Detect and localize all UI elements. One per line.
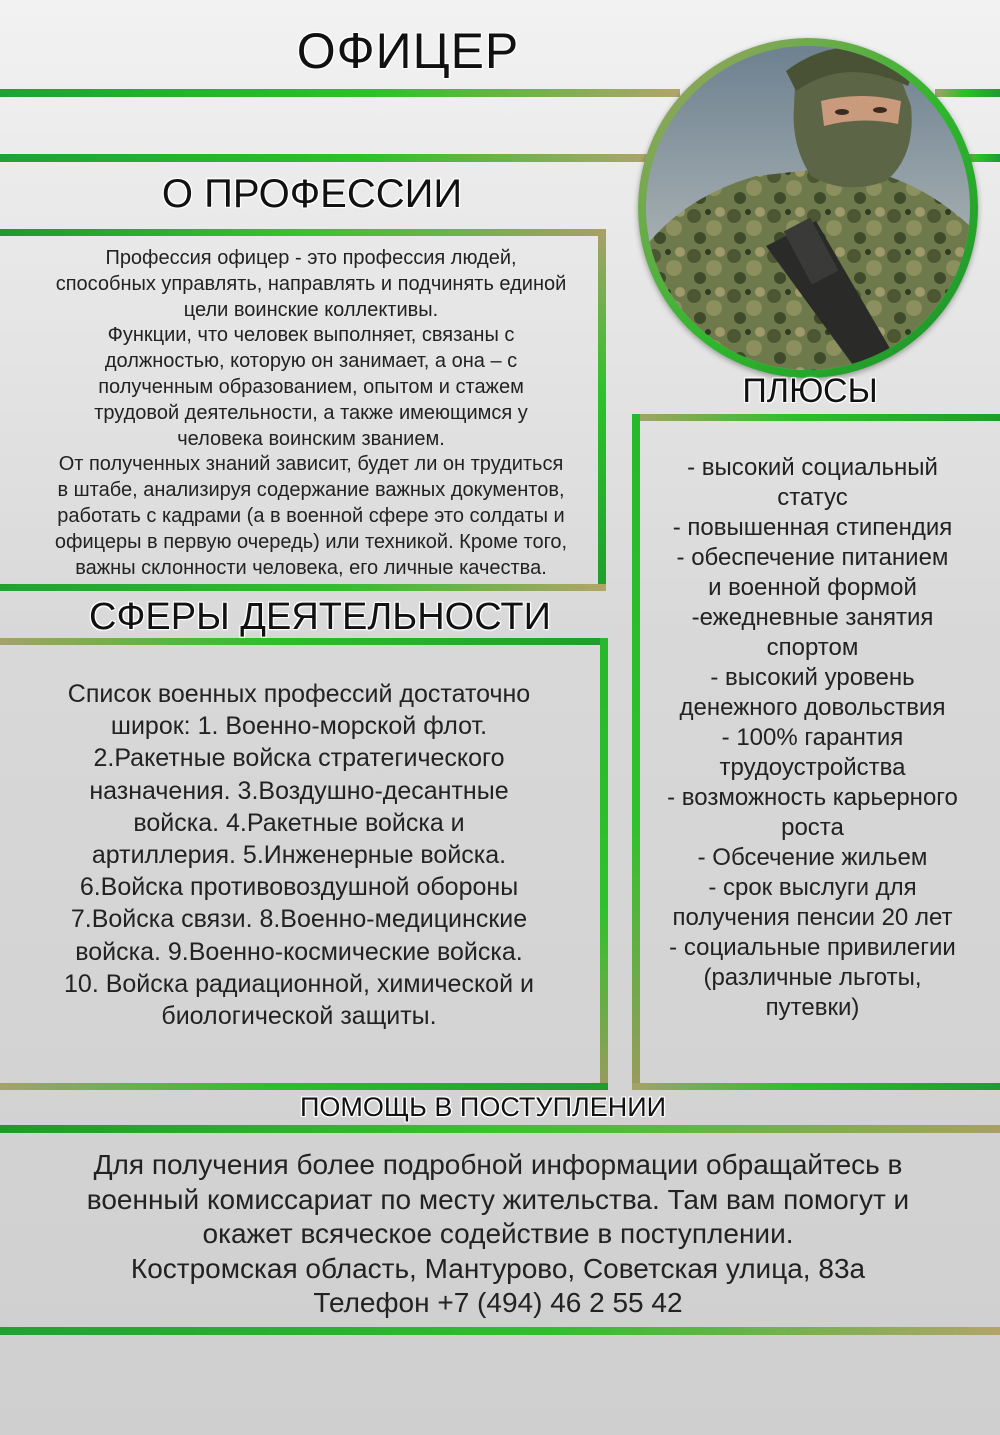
pluses-text	[640, 453, 985, 1023]
plus-line: - социальные привилегии	[669, 934, 956, 961]
plus-line: путевки)	[765, 994, 860, 1021]
plus-line: трудоустройства	[719, 754, 906, 781]
title-underline-right	[935, 89, 1000, 97]
about-line: цели воинские коллективы.	[183, 298, 439, 321]
spheres-line: Список военных профессий достаточно	[67, 680, 531, 708]
spheres-line: войска. 4.Ракетные войска и	[133, 808, 465, 837]
about-topline	[0, 154, 660, 162]
title-underline	[0, 89, 680, 97]
plus-line: и военной формой	[708, 574, 917, 601]
about-line: полученным образованием, опытом и стажем	[98, 375, 524, 398]
spheres-line: назначения. 3.Воздушно-десантные	[89, 776, 509, 805]
soldier-photo-icon	[646, 46, 970, 370]
admission-bottomline	[0, 1327, 1000, 1335]
spheres-line: артиллерия. 5.Инженерные войска.	[91, 841, 507, 870]
about-line: офицеры в первую очередь) или техникой. Кроме того,	[54, 530, 568, 553]
plus-line: статус	[777, 484, 848, 511]
about-text	[8, 246, 614, 581]
plus-line: -ежедневные занятия	[691, 604, 934, 631]
spheres-line: 10. Войска радиационной, химической и	[64, 969, 534, 998]
about-line: Профессия офицер - это профессия людей,	[105, 247, 517, 269]
plus-line: - повышенная стипендия	[672, 514, 953, 541]
about-heading: О ПРОФЕССИИ	[161, 172, 463, 216]
soldier-photo	[646, 46, 970, 370]
spheres-line: широк: 1. Военно-морской флот.	[110, 712, 488, 741]
admission-text	[0, 1148, 996, 1321]
spheres-line: войска. 9.Военно-космические войска.	[75, 937, 523, 966]
admission-line: окажет всяческое содействие в поступлении.	[202, 1218, 794, 1249]
plus-line: - обеспечение питанием	[676, 544, 949, 571]
soldier-photo-frame	[638, 38, 978, 378]
plus-line: - возможность карьерного	[667, 784, 958, 811]
spheres-line: 6.Войска противовоздушной обороны	[79, 873, 519, 902]
plus-line: получения пенсии 20 лет	[672, 904, 953, 931]
plus-line: роста	[781, 814, 844, 841]
spheres-heading: СФЕРЫ ДЕЯТЕЛЬНОСТИ	[89, 596, 551, 638]
pluses-box-bottom	[632, 1083, 1000, 1090]
spheres-box-right	[600, 638, 608, 1090]
page-title: ОФИЦЕР	[296, 23, 520, 79]
about-line: трудовой деятельности, а также имеющимся у	[94, 401, 528, 424]
about-line: способных управлять, направлять и подчинять единой	[55, 272, 567, 295]
about-line: От полученных знаний зависит, будет ли он трудиться	[58, 453, 564, 476]
plus-line: спортом	[766, 634, 859, 661]
admission-line: военный комиссариат по месту жительства. Там вам помогут и	[86, 1183, 910, 1215]
spheres-box-top	[0, 638, 608, 645]
about-line: работать с кадрами (а в военной сфере это солдаты и	[57, 504, 565, 527]
plus-line: - высокий социальный	[687, 454, 938, 481]
about-line: должностью, которую он занимает, а она – с	[104, 350, 518, 373]
spheres-line: 7.Войска связи. 8.Военно-медицинские	[70, 905, 528, 934]
plus-line: (различные льготы,	[703, 964, 922, 991]
plus-line: - срок выслуги для	[708, 874, 917, 901]
plus-line: - высокий уровень	[710, 664, 915, 691]
spheres-text	[0, 678, 598, 1032]
plus-line: денежного довольствия	[679, 694, 946, 721]
admission-topline	[0, 1125, 1000, 1133]
about-box-bottom	[0, 584, 606, 591]
about-line: в штабе, анализируя содержание важных документов,	[57, 479, 565, 502]
pluses-heading: ПЛЮСЫ	[742, 372, 878, 410]
spheres-line: биологической защиты.	[161, 1002, 437, 1031]
plus-line: - 100% гарантия	[721, 724, 904, 751]
about-line: Функции, что человек выполняет, связаны с	[107, 324, 515, 347]
plus-line: - Обсечение жильем	[697, 844, 928, 871]
about-line: человека воинским званием.	[177, 427, 445, 450]
pluses-box-top	[632, 414, 1000, 421]
about-line: важны склонности человека, его личные качества.	[75, 556, 547, 579]
admission-heading: ПОМОЩЬ В ПОСТУПЛЕНИИ	[299, 1092, 667, 1122]
about-box-top	[0, 229, 606, 236]
admission-line: Костромская область, Мантурово, Советская улица, 83а	[130, 1252, 866, 1284]
admission-line: Для получения более подробной информации обращайтесь в	[93, 1149, 903, 1180]
pluses-box-left	[632, 414, 640, 1090]
spheres-box-bottom	[0, 1083, 608, 1090]
admission-line: Телефон +7 (494) 46 2 55 42	[313, 1287, 683, 1318]
spheres-line: 2.Ракетные войска стратегического	[93, 744, 505, 773]
